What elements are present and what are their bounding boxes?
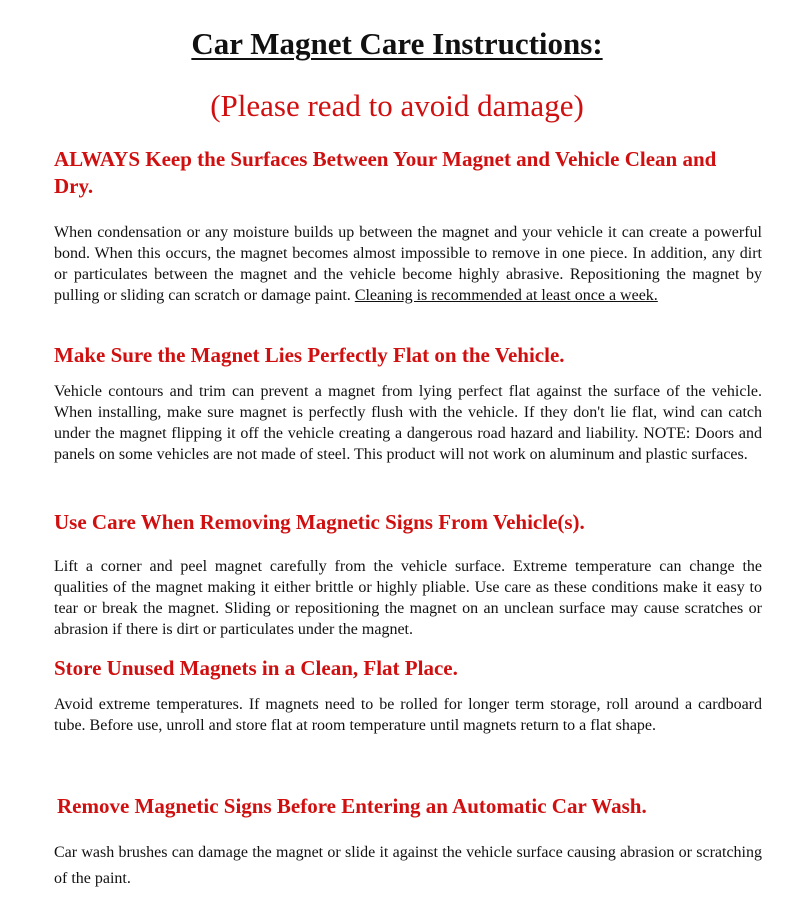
- section-heading-3: Use Care When Removing Magnetic Signs From Vehicle(s).: [54, 510, 585, 534]
- page-subtitle: (Please read to avoid damage): [210, 88, 584, 123]
- section-body-3: Lift a corner and peel magnet carefully from the vehicle surface. Extreme temperature can change the qualities of the magnet making it either brittle or highly pliable. Use care as these conditions make it easy to tear or break the magnet. Sliding or repositioning the magnet on an unclean surface may cause scratches or abrasion if there is dirt or particulates under the magnet.: [54, 558, 762, 638]
- section-body-2: Vehicle contours and trim can prevent a magnet from lying perfect flat against the surface of the vehicle. When installing, make sure magnet is perfectly flush with the vehicle. If they don't lie flat, wind can catch under the magnet flipping it off the vehicle creating a dangerous road hazard and liability. NOTE: Doors and panels on some vehicles are not made of steel. This product will not work on aluminum and plastic surfaces.: [54, 383, 762, 463]
- section-body-1-underlined: Cleaning is recommended at least once a week.: [354, 287, 658, 304]
- section-heading-4: Store Unused Magnets in a Clean, Flat Place.: [54, 656, 458, 680]
- section-body-4: Avoid extreme temperatures. If magnets need to be rolled for longer term storage, roll around a cardboard tube. Before use, unroll and store flat at room temperature until magnets return to a flat shape.: [54, 696, 762, 734]
- section-heading-5: Remove Magnetic Signs Before Entering an Automatic Car Wash.: [57, 794, 647, 818]
- section-body-5: Car wash brushes can damage the magnet or slide it against the vehicle surface causing abrasion or scratching of the paint.: [54, 844, 762, 887]
- section-heading-2: Make Sure the Magnet Lies Perfectly Flat on the Vehicle.: [54, 343, 565, 367]
- section-body-1-text: When condensation or any moisture builds up between the magnet and your vehicle it can create a powerful bond. When this occurs, the magnet becomes almost impossible to remove in one piece. In addition, any dirt or particulates between the magnet and the vehicle become highly abrasive. Repositioning the magnet by pulling or sliding can scratch or damage paint.: [54, 224, 762, 304]
- section-heading-1: ALWAYS Keep the Surfaces Between Your Magnet and Vehicle Clean and Dry.: [54, 147, 717, 198]
- page-title: Car Magnet Care Instructions:: [191, 26, 603, 61]
- section-body-1: [54, 222, 762, 306]
